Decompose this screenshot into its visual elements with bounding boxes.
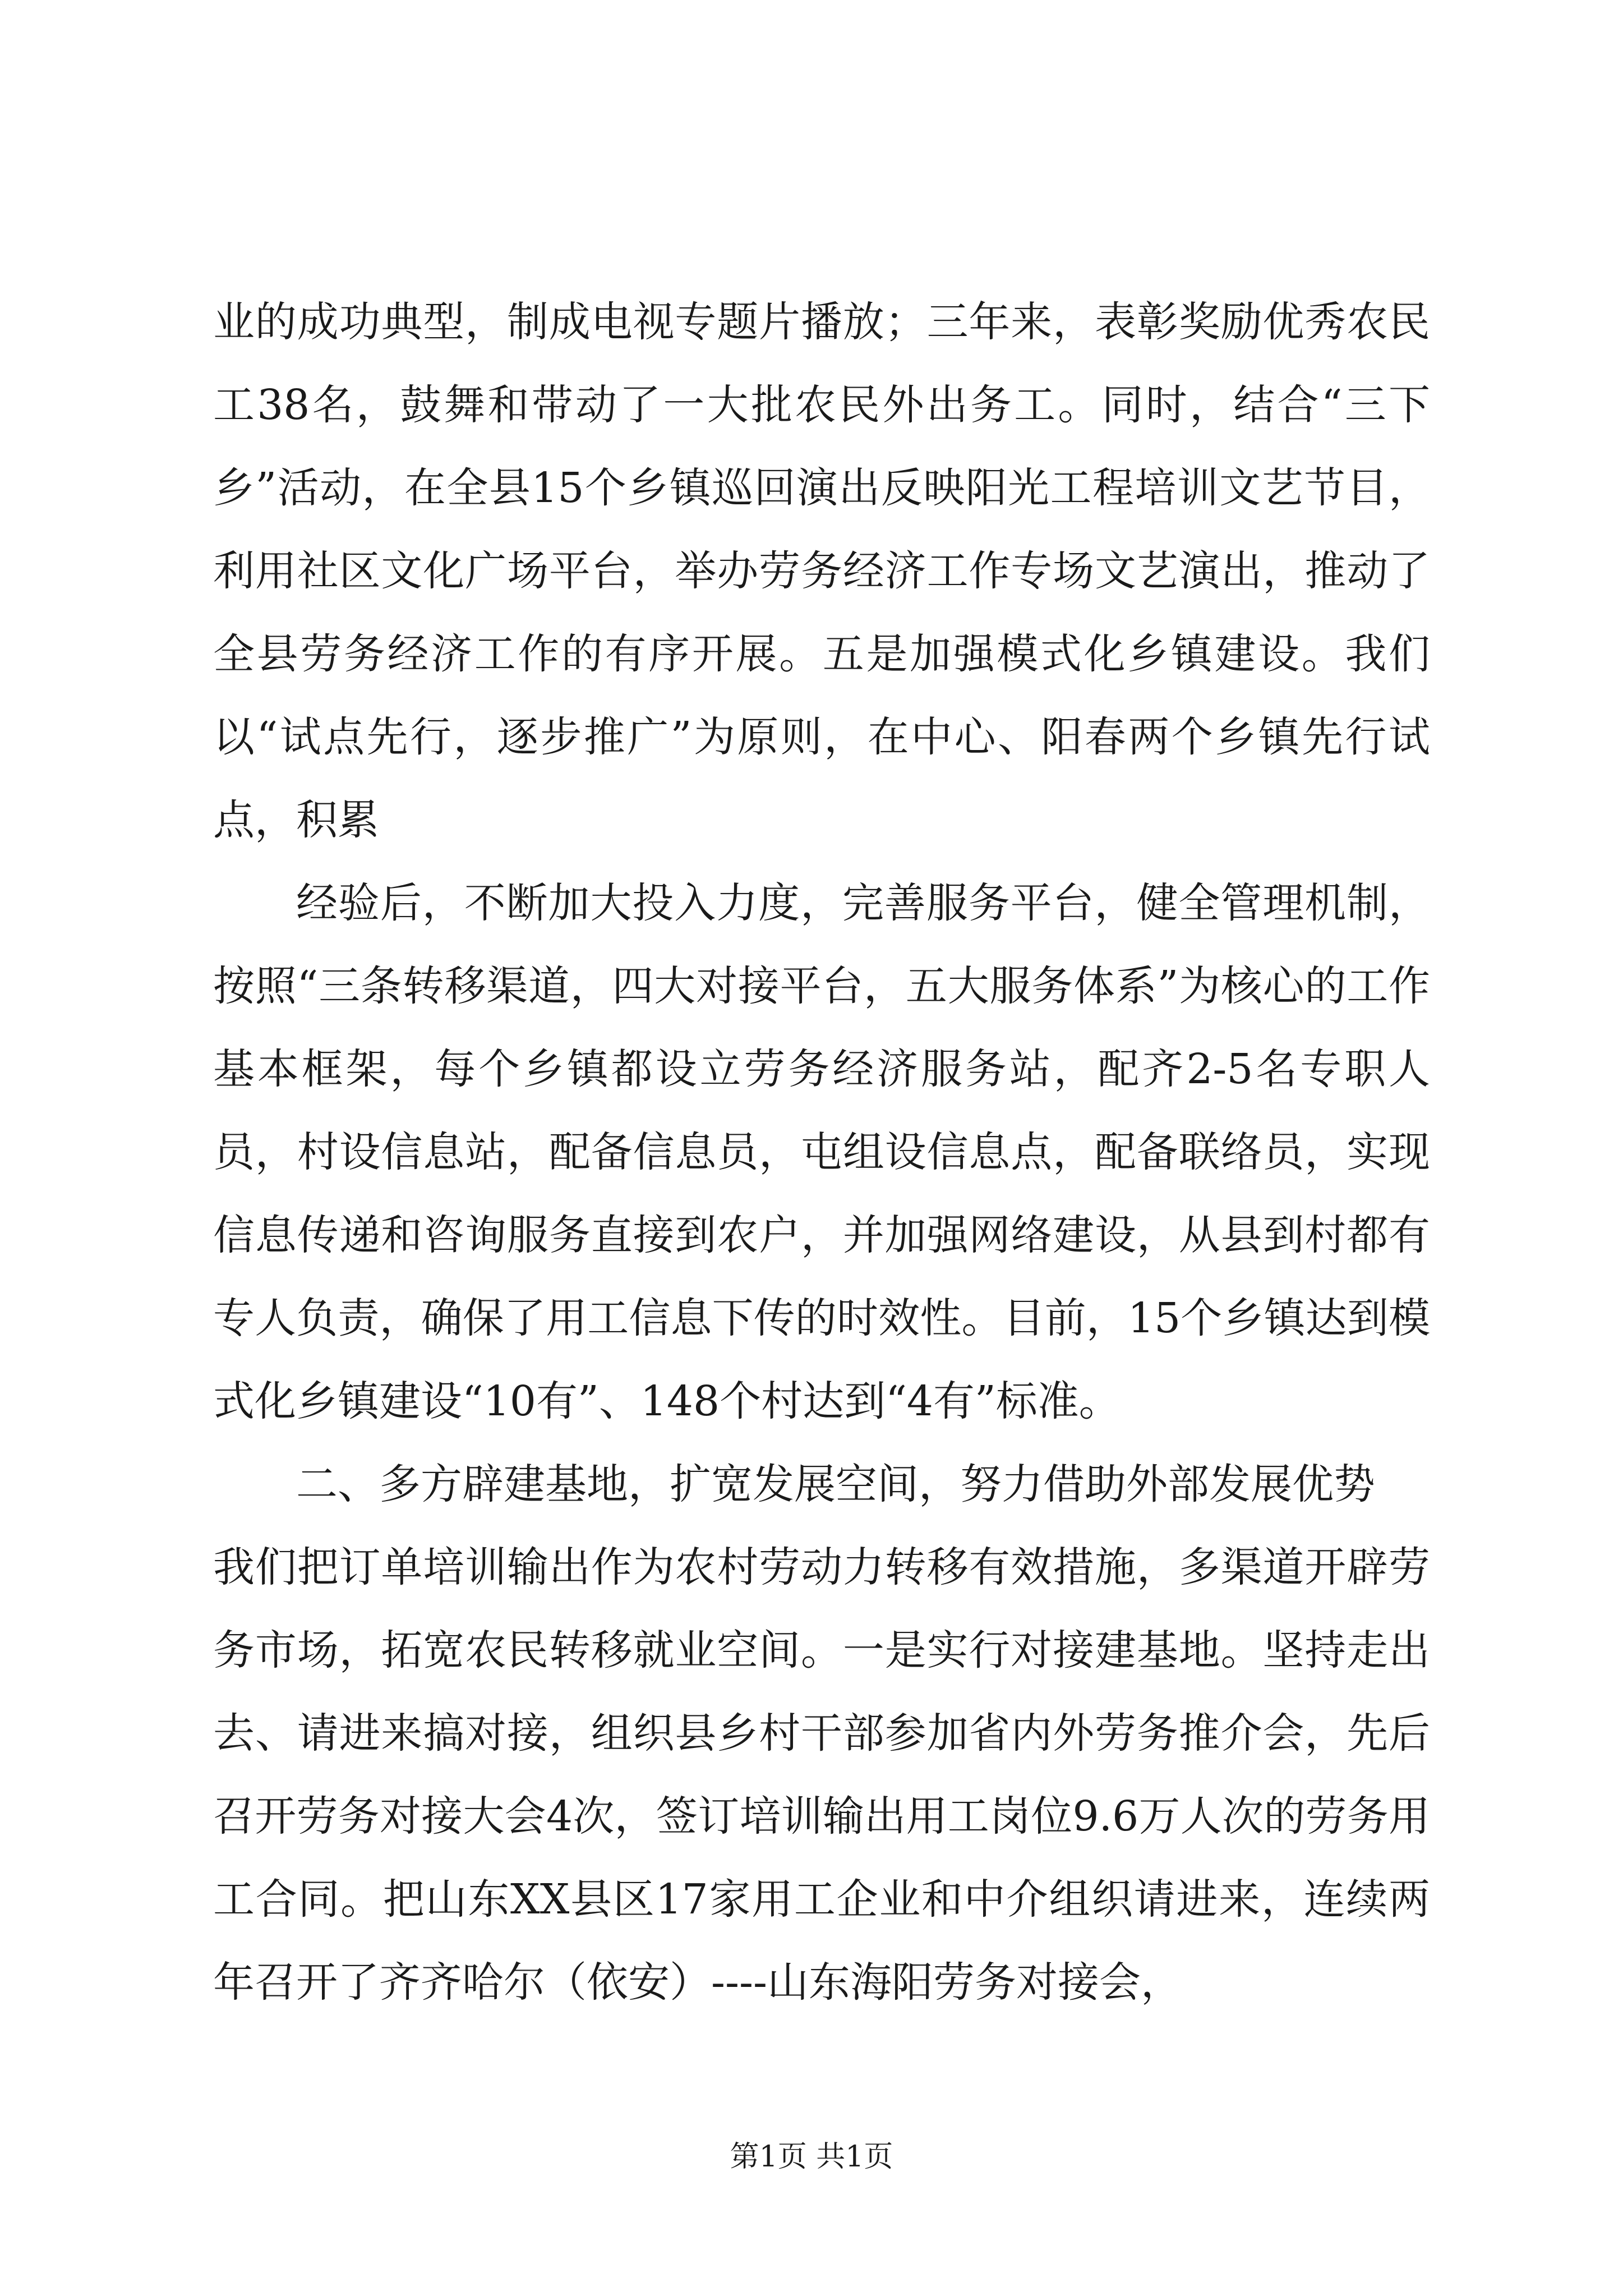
paragraph-3: 我们把订单培训输出作为农村劳动力转移有效措施，多渠道开辟劳务市场，拓宽农民转移就业空间。一是实行对接建基地。坚持走出去、请进来搞对接，组织县乡村干部参加省内外劳务推介会，先后召开劳务对接大会4次，签订培训输出用工岗位9.6万人次的劳务用工合同。把山东XX县区17家用工企业和中介组织请进来，连续两年召开了齐齐哈尔（依安）----山东海阳劳务对接会， (213, 1543, 1430, 2007)
page-footer: 第1页 共1页 (730, 2140, 893, 2174)
section-heading: 二、多方辟建基地，扩宽发展空间，努力借助外部发展优势 (296, 1460, 1375, 1508)
paragraph-1: 业的成功典型，制成电视专题片播放；三年来，表彰奖励优秀农民工38名，鼓舞和带动了一大批农民外出务工。同时，结合“三下乡”活动，在全县15个乡镇巡回演出反映阳光工程培训文艺节目，利用社区文化广场平台，举办劳务经济工作专场文艺演出，推动了全县劳务经济工作的有序开展。五是加强模式化乡镇建设。我们以“试点先行，逐步推广”为原则，在中心、阳春两个乡镇先行试点，积累 (213, 298, 1430, 844)
document-body (213, 280, 1430, 2024)
paragraph-2: 经验后，不断加大投入力度，完善服务平台，健全管理机制，按照“三条转移渠道，四大对接平台，五大服务体系”为核心的工作基本框架，每个乡镇都设立劳务经济服务站，配齐2-5名专职人员，村设信息站，配备信息员，屯组设信息点，配备联络员，实现信息传递和咨询服务直接到农户，并加强网络建设，从县到村都有专人负责，确保了用工信息下传的时效性。目前，15个乡镇达到模式化乡镇建设“10有”、148个村达到“4有”标准。 (213, 879, 1430, 1425)
